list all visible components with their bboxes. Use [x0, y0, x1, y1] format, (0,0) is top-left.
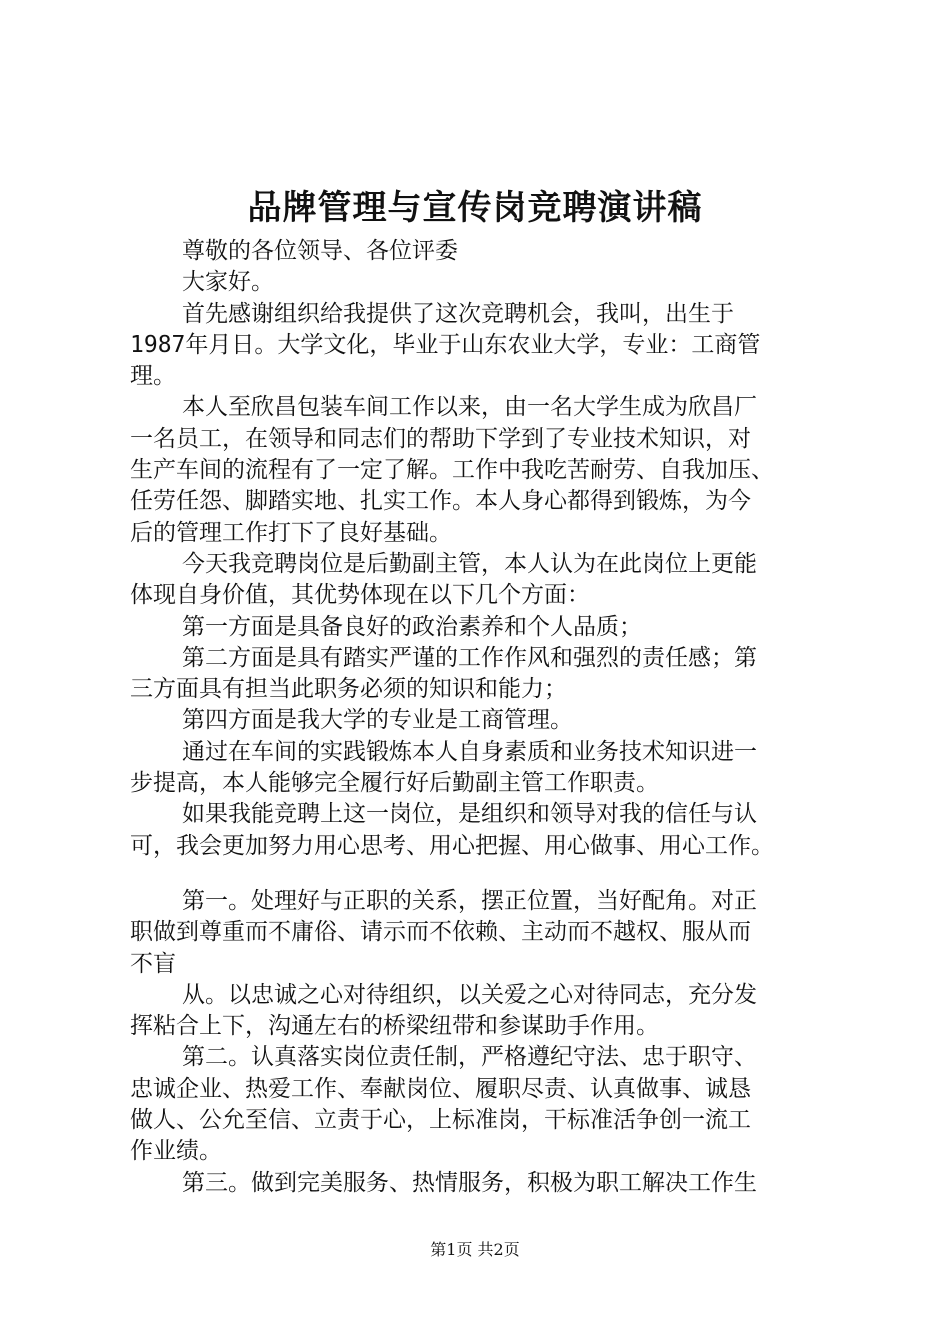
text-line: 第四方面是我大学的专业是工商管理。 [182, 707, 573, 734]
text-line: 第三。做到完美服务、热情服务，积极为职工解决工作生 [182, 1169, 757, 1196]
text-line: 可，我会更加努力用心思考、用心把握、用心做事、用心工作。 [130, 832, 774, 859]
text-line: 作业绩。 [130, 1138, 222, 1165]
text-line: 理。 [130, 363, 176, 390]
text-line: 后的管理工作打下了良好基础。 [130, 519, 452, 546]
text-line: 1987年月日。大学文化，毕业于山东农业大学，专业：工商管 [130, 331, 761, 358]
text-line: 第一方面是具备良好的政治素养和个人品质； [182, 613, 642, 640]
text-line: 职做到尊重而不庸俗、请示而不依赖、主动而不越权、服从而 [130, 919, 751, 946]
text-line: 不盲 [130, 950, 176, 977]
text-line: 今天我竞聘岗位是后勤副主管，本人认为在此岗位上更能 [182, 550, 757, 577]
paragraph-gap [130, 862, 830, 886]
text-line: 第二方面是具有踏实严谨的工作作风和强烈的责任感；第 [182, 644, 757, 671]
text-line: 首先感谢组织给我提供了这次竞聘机会，我叫，出生于 [182, 300, 734, 327]
text-line: 忠诚企业、热爱工作、奉献岗位、履职尽责、认真做事、诚恳 [130, 1075, 751, 1102]
text-line: 通过在车间的实践锻炼本人自身素质和业务技术知识进一 [182, 738, 757, 765]
text-line: 任劳任怨、脚踏实地、扎实工作。本人身心都得到锻炼，为今 [130, 488, 751, 515]
text-line: 尊敬的各位领导、各位评委 [182, 238, 458, 264]
text-line: 从。以忠诚之心对待组织，以关爱之心对待同志，充分发 [182, 981, 757, 1008]
text-line: 生产车间的流程有了一定了解。工作中我吃苦耐劳、自我加压、 [130, 457, 774, 484]
page-footer: 第1页 共2页 [430, 1240, 520, 1259]
text-line: 第一。处理好与正职的关系，摆正位置，当好配角。对正 [182, 887, 757, 914]
text-line: 本人至欣昌包装车间工作以来，由一名大学生成为欣昌厂 [182, 394, 757, 421]
text-line: 做人、公允至信、立责于心，上标准岗，干标准活争创一流工 [130, 1107, 751, 1134]
text-line: 三方面具有担当此职务必须的知识和能力； [130, 676, 567, 703]
text-line: 挥粘合上下，沟通左右的桥梁纽带和参谋助手作用。 [130, 1013, 659, 1040]
text-line: 一名员工，在领导和同志们的帮助下学到了专业技术知识，对 [130, 425, 751, 452]
text-line: 体现自身价值，其优势体现在以下几个方面： [130, 582, 590, 609]
text-line: 如果我能竞聘上这一岗位，是组织和领导对我的信任与认 [182, 801, 757, 828]
document-title: 品牌管理与宣传岗竞聘演讲稿 [247, 188, 703, 228]
document-body [130, 236, 830, 1199]
text-line: 大家好。 [182, 269, 274, 296]
text-line: 第二。认真落实岗位责任制，严格遵纪守法、忠于职守、 [182, 1044, 757, 1071]
text-line: 步提高，本人能够完全履行好后勤副主管工作职责。 [130, 770, 659, 797]
